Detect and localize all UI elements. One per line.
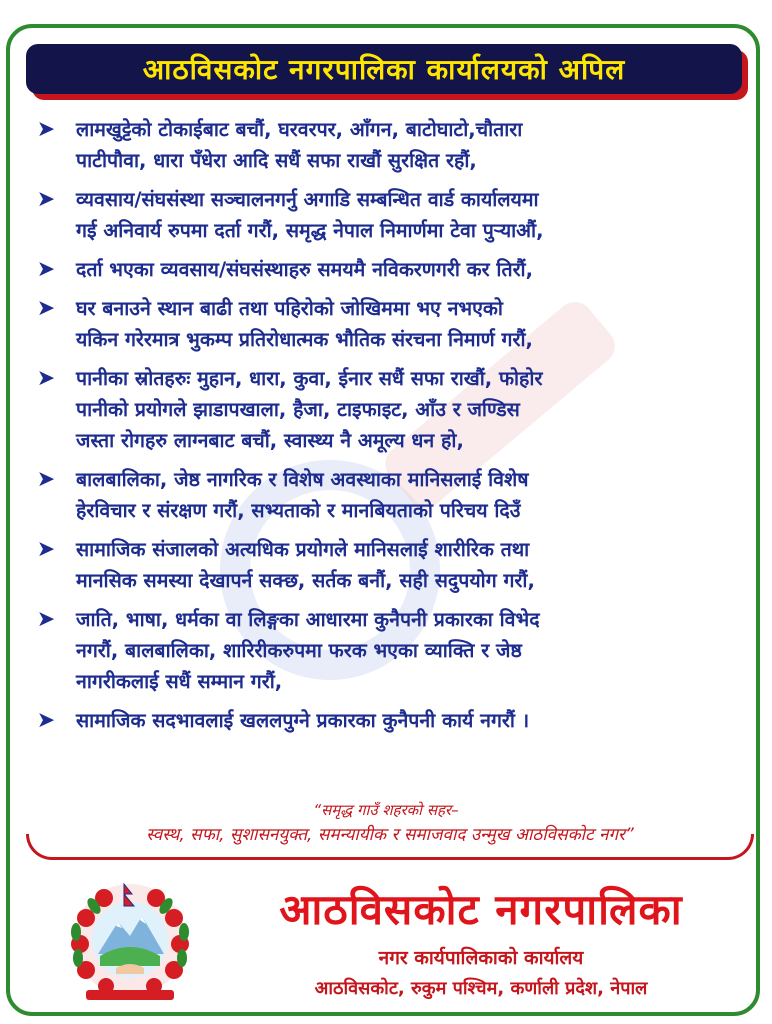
appeal-line: नागरीकलाई सधैं सम्मान गरौं,	[76, 670, 283, 693]
appeal-line: नगरौं, बालबालिका, शारिरीकरुपमा फरक भएका व्याक्ति र जेष्ठ	[76, 639, 522, 662]
appeal-line: गई अनिवार्य रुपमा दर्ता गरौं, समृद्ध नेपाल निमार्णमा टेवा पुर्‍याऔं,	[76, 219, 544, 242]
slogan-line-1: “समृद्ध गाउँ शहरको सहर–	[313, 801, 459, 819]
appeal-list	[26, 114, 756, 744]
appeal-line: मानसिक समस्या देखापर्न सक्छ, सर्तक बनौं, सही सदुपयोग गरौं,	[76, 569, 535, 592]
appeal-item	[26, 254, 756, 285]
slogan-line-2: स्वस्थ, सफा, सुशासनयुक्त, समन्यायीक र समाजवाद उन्मुख आठविसकोट नगर”	[146, 825, 634, 845]
appeal-item	[26, 705, 756, 736]
appeal-line: पानीका स्रोतहरुः मुहान, धारा, कुवा, ईनार सधैं सफा राखौं, फोहोर	[76, 367, 543, 390]
arrow-bullet-icon: ➤	[36, 117, 56, 142]
arrow-bullet-icon: ➤	[36, 467, 56, 492]
appeal-line: जस्ता रोगहरु लाग्नबाट बचौं, स्वास्थ्य नै अमूल्य धन हो,	[76, 429, 464, 452]
slogan-banner	[26, 822, 754, 862]
appeal-line: सामाजिक संजालको अत्यधिक प्रयोगले मानिसलाई शारीरिक तथा	[76, 538, 530, 561]
appeal-line: लामखुट्टेको टोकाईबाट बचौं, घरवरपर, आँगन, बाटोघाटो,चौतारा	[76, 118, 523, 141]
appeal-line: बालबालिका, जेष्ठ नागरिक र विशेष अवस्थाका मानिसलाई विशेष	[76, 468, 529, 491]
page-title: आठविसकोट नगरपालिका कार्यालयको अपिल	[26, 44, 742, 94]
appeal-item	[26, 604, 756, 697]
header-banner	[26, 44, 748, 100]
appeal-line: व्यवसाय/संघसंस्था सञ्चालनगर्नु अगाडि सम्बन्धित वार्ड कार्यालयमा	[76, 188, 539, 211]
appeal-line: घर बनाउने स्थान बाढी तथा पहिरोको जोखिममा भए नभएको	[76, 297, 503, 320]
arrow-bullet-icon: ➤	[36, 296, 56, 321]
appeal-line: यकिन गरेरमात्र भुकम्प प्रतिरोधात्मक भौतिक संरचना निमार्ण गरौं,	[76, 328, 533, 351]
appeal-item	[26, 184, 756, 246]
appeal-item	[26, 464, 756, 526]
arrow-bullet-icon: ➤	[36, 607, 56, 632]
arrow-bullet-icon: ➤	[36, 366, 56, 391]
appeal-item	[26, 363, 756, 456]
arrow-bullet-icon: ➤	[36, 187, 56, 212]
appeal-item	[26, 293, 756, 355]
appeal-item	[26, 114, 756, 176]
office-name: नगर कार्यपालिकाको कार्यालय	[378, 947, 584, 969]
appeal-line: सामाजिक सदभावलाई खललपुग्ने प्रकारका कुनैपनी कार्य नगरौं ।	[76, 709, 530, 732]
appeal-line: पाटीपौवा, धारा पँधेरा आदि सधैं सफा राखौं सुरक्षित रहौं,	[76, 149, 477, 172]
nepal-government-emblem-icon	[60, 878, 200, 1006]
arrow-bullet-icon: ➤	[36, 537, 56, 562]
arrow-bullet-icon: ➤	[36, 708, 56, 733]
municipality-name: आठविसकोट नगरपालिका	[279, 885, 683, 934]
appeal-line: पानीको प्रयोगले झाडापखाला, हैजा, टाइफाइट, आँउ र जण्डिस	[76, 398, 520, 421]
appeal-line: दर्ता भएका व्यवसाय/संघसंस्थाहरु समयमै नविकरणगरी कर तिरौं,	[76, 258, 534, 281]
appeal-item	[26, 534, 756, 596]
arrow-bullet-icon: ➤	[36, 257, 56, 282]
appeal-line: हेरविचार र संरक्षण गरौं, सभ्यताको र मानबियताको परिचय दिउँ	[76, 499, 521, 522]
appeal-line: जाति, भाषा, धर्मका वा लिङ्गका आधारमा कुनैपनी प्रकारका विभेद	[76, 608, 540, 631]
office-address: आठविसकोट, रुकुम पश्चिम, कर्णाली प्रदेश, नेपाल	[314, 978, 648, 999]
